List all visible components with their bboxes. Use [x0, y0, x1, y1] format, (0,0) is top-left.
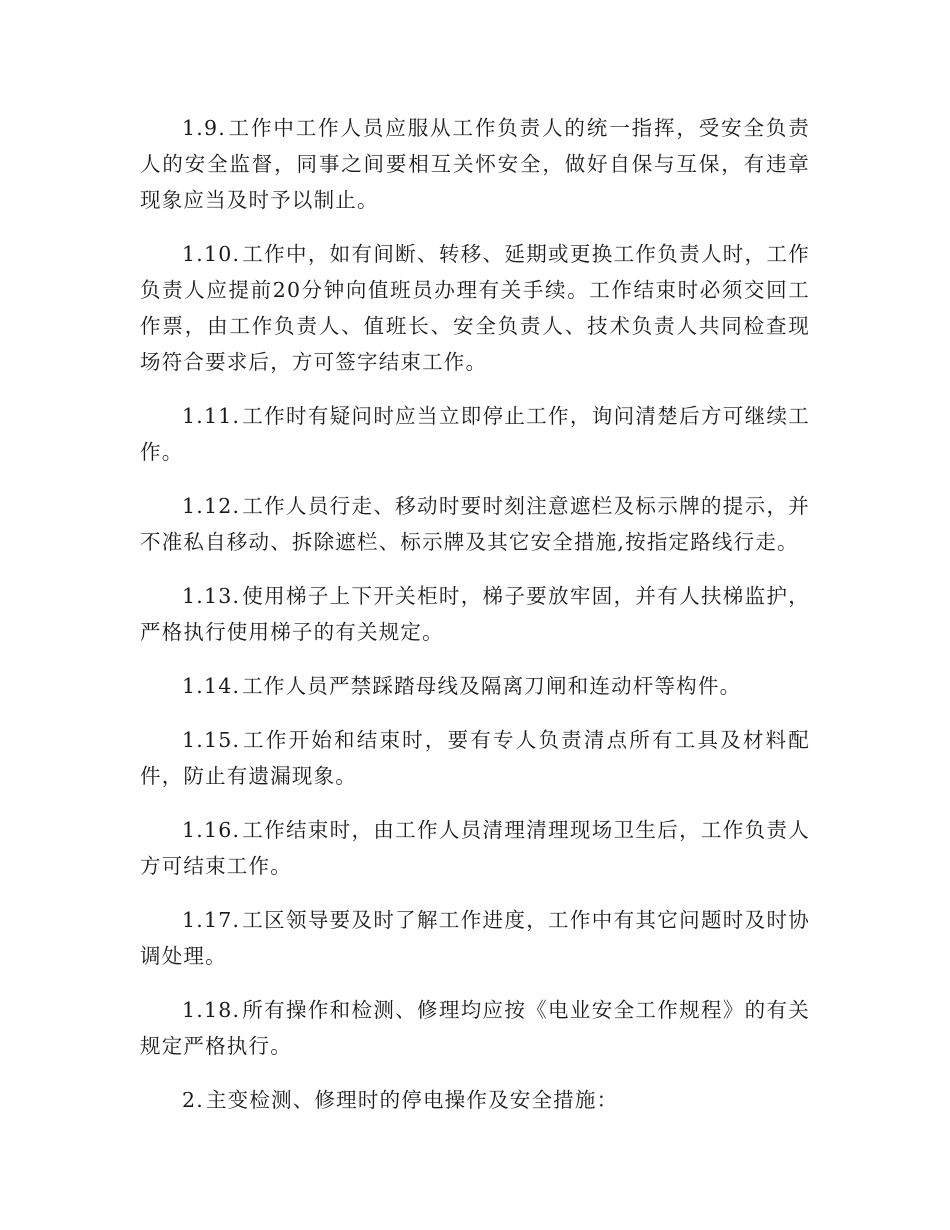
paragraph-1-18: [140, 992, 810, 1064]
paragraph-text: 使用梯子上下开关柜时，梯子要放牢固，并有人扶梯监护，严格执行使用梯子的有关规定。: [140, 584, 810, 644]
paragraph-number: 1.11.: [182, 404, 241, 428]
paragraph-text: 工作时有疑问时应当立即停止工作，询问清楚后方可继续工作。: [140, 404, 810, 464]
paragraph-text: 工作结束时，由工作人员清理清理现场卫生后，工作负责人方可结束工作。: [140, 818, 810, 878]
paragraph-1-12: [140, 488, 810, 560]
paragraph-1-16: [140, 812, 810, 884]
paragraph-text: 工作人员行走、移动时要时刻注意遮栏及标示牌的提示，并不准私自移动、拆除遮栏、标示牌及其它安全措施,按指定路线行走。: [140, 494, 810, 554]
paragraph-1-17: [140, 902, 810, 974]
paragraph-1-10: [140, 236, 810, 380]
paragraph-number: 1.17.: [182, 908, 241, 932]
paragraph-1-14: [140, 668, 810, 704]
paragraph-number: 1.12.: [182, 494, 241, 518]
section-number: 2.: [182, 1088, 204, 1112]
paragraph-text: 工区领导要及时了解工作进度，工作中有其它问题时及时协调处理。: [140, 908, 810, 968]
paragraph-number: 1.16.: [182, 818, 241, 842]
paragraph-number: 1.14.: [182, 674, 241, 698]
paragraph-text: 工作开始和结束时，要有专人负责清点所有工具及材料配件，防止有遗漏现象。: [140, 728, 810, 788]
paragraph-text: 工作中，如有间断、转移、延期或更换工作负责人时，工作负责人应提前20分钟向值班员办理有关手续。工作结束时必须交回工作票，由工作负责人、值班长、安全负责人、技术负责人共同检查现场符合要求后，方可签字结束工作。: [140, 242, 810, 374]
paragraph-text: 工作人员严禁踩踏母线及隔离刀闸和连动杆等构件。: [242, 674, 742, 698]
paragraph-1-11: [140, 398, 810, 470]
document-body: [140, 110, 810, 1136]
paragraph-number: 1.9.: [182, 116, 226, 140]
paragraph-number: 1.15.: [182, 728, 241, 752]
paragraph-1-13: [140, 578, 810, 650]
section-heading-2: [140, 1082, 810, 1118]
paragraph-text: 工作中工作人员应服从工作负责人的统一指挥，受安全负责人的安全监督，同事之间要相互关怀安全，做好自保与互保，有违章现象应当及时予以制止。: [140, 116, 810, 212]
paragraph-1-15: [140, 722, 810, 794]
paragraph-number: 1.10.: [182, 242, 241, 266]
paragraph-number: 1.18.: [182, 998, 241, 1022]
section-heading-text: 主变检测、修理时的停电操作及安全措施：: [205, 1088, 619, 1112]
paragraph-1-9: [140, 110, 810, 218]
paragraph-number: 1.13.: [182, 584, 241, 608]
paragraph-text: 所有操作和检测、修理均应按《电业安全工作规程》的有关规定严格执行。: [140, 998, 810, 1058]
